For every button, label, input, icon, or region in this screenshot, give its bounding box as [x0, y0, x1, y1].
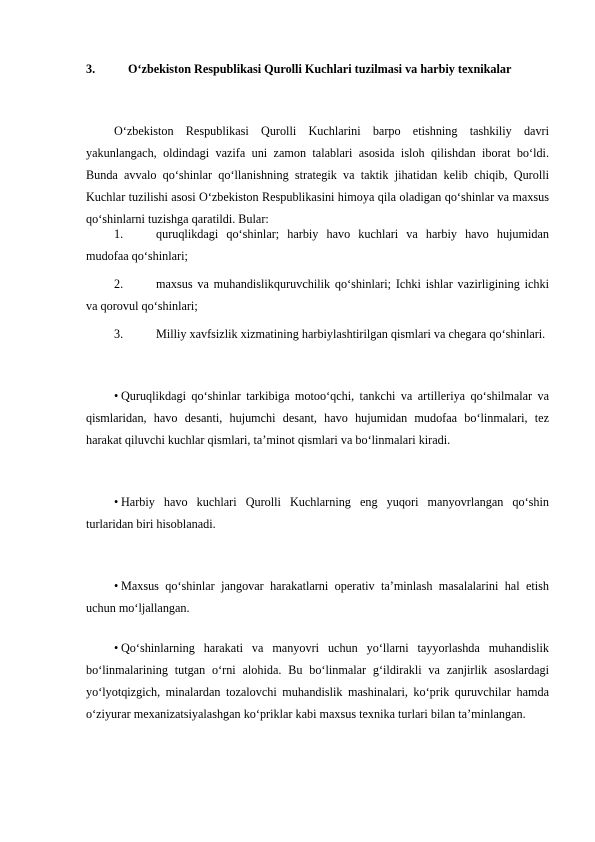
numbered-item-3 [86, 323, 549, 345]
bullet-item-1 [86, 385, 549, 451]
intro-paragraph [86, 120, 549, 230]
numbered-item-2-text: maxsus va muhandislikquruvchilik qo‘shinlari; Ichki ishlar vazirligining ichki va qorovul qo‘shinlari; [86, 277, 549, 313]
bullet-icon: • [114, 641, 119, 655]
bullet-item-4 [86, 637, 549, 725]
numbered-item-1-text: quruqlikdagi qo‘shinlar; harbiy havo kuchlari va harbiy havo hujumidan mudofaa qo‘shinlari; [86, 227, 549, 263]
numbered-item-1 [86, 223, 549, 267]
bullet-icon: • [114, 495, 119, 509]
bullet-item-3-text: Maxsus qo‘shinlar jangovar harakatlarni operativ ta’minlash masalalarini hal etish uchun mo‘ljallangan. [86, 579, 549, 615]
section-heading [86, 58, 549, 80]
bullet-item-2 [86, 491, 549, 535]
section-title: O‘zbekiston Respublikasi Qurolli Kuchlari tuzilmasi va harbiy texnikalar [128, 62, 512, 76]
numbered-item-2 [86, 273, 549, 317]
intro-text: O‘zbekiston Respublikasi Qurolli Kuchlarini barpo etishning tashkiliy davri yakunlangach, oldindagi vazifa uni zamon talablari asosida isloh qilishdan iborat bo‘ldi. Bunda avvalo qo‘shinlar qo‘llanishning strategik va taktik jihatidan kelib chiqib, Qurolli Kuchlar tuzilishi asosi O‘zbekiston Respublikasini himoya qila oladigan qo‘shinlar va maxsus qo‘shinlarni tuzishga qaratildi. Bular: [86, 124, 549, 226]
bullet-item-1-text: Quruqlikdagi qo‘shinlar tarkibiga motoo‘qchi, tankchi va artilleriya qo‘shilmalar va qismlaridan, havo desanti, hujumchi desant, havo hujumidan mudofaa bo‘linmalari, tez harakat qiluvchi kuchlar qismlari, ta’minot qismlari va bo‘linmalari kiradi. [86, 389, 549, 447]
bullet-icon: • [114, 579, 119, 593]
bullet-item-3 [86, 575, 549, 619]
section-number: 3. [86, 62, 96, 76]
numbered-item-1-number: 1. [114, 227, 124, 241]
numbered-item-3-text: Milliy xavfsizlik xizmatining harbiylashtirilgan qismlari va chegara qo‘shinlari. [156, 327, 546, 341]
numbered-item-2-number: 2. [114, 277, 124, 291]
numbered-item-3-number: 3. [114, 327, 124, 341]
bullet-item-2-text: Harbiy havo kuchlari Qurolli Kuchlarning eng yuqori manyovrlangan qo‘shin turlaridan biri hisoblanadi. [86, 495, 549, 531]
bullet-item-4-text: Qo‘shinlarning harakati va manyovri uchun yo‘llarni tayyorlashda muhandislik bo‘linmalarining tutgan o‘rni alohida. Bu bo‘linmalar g‘ildirakli va zanjirlik asoslardagi yo‘lyotqizgich, minalardan tozalovchi muhandislik mashinalari, ko‘prik quruvchilar hamda o‘ziyurar mexanizatsiyalashgan ko‘priklar kabi maxsus texnika turlari bilan ta’minlangan. [86, 641, 549, 721]
bullet-icon: • [114, 389, 119, 403]
